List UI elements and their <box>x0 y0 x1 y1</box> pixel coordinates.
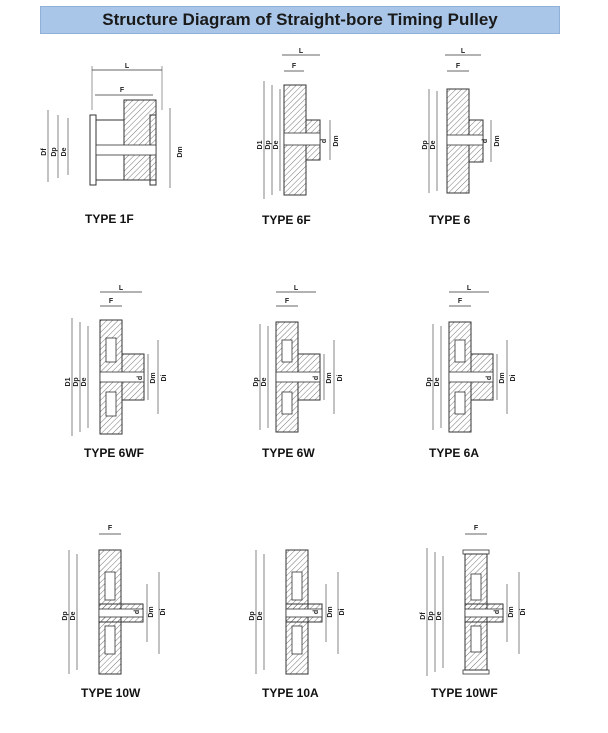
dim-df-text: Df <box>41 148 48 156</box>
type-label: TYPE 6W <box>262 446 315 460</box>
type-10w-drawing <box>55 520 185 680</box>
page-title: Structure Diagram of Straight-bore Timing Pulley <box>102 10 498 29</box>
type-label: TYPE 6A <box>429 446 480 460</box>
dim-f-text: F <box>107 525 113 532</box>
dim-f-text: F <box>119 87 125 94</box>
dim-f-text: F <box>284 298 290 305</box>
dim-f-text: F <box>457 298 463 305</box>
type-1f-drawing <box>30 60 200 190</box>
type-6-drawing <box>415 45 535 205</box>
diagram-type-6wf <box>60 282 190 462</box>
diagram-type-6a <box>415 282 535 462</box>
dim-dp-text: Dp <box>249 611 256 621</box>
dim-di-text: Di <box>520 608 527 616</box>
type-10a-drawing <box>240 520 360 680</box>
type-label: TYPE 10A <box>262 686 319 700</box>
dim-l-text: L <box>124 63 130 70</box>
dim-dm-text: Dm <box>326 372 333 384</box>
dim-dm-text: Dm <box>494 135 501 147</box>
dim-dm-text: Dm <box>508 606 515 618</box>
dim-dm-text: Dm <box>499 372 506 384</box>
dim-di-text: Di <box>339 608 346 616</box>
dim-di-text: Di <box>161 374 168 382</box>
diagram-type-10a <box>240 520 360 710</box>
type-6wf-drawing <box>60 282 190 442</box>
dim-de-text: De <box>273 140 280 150</box>
type-6w-drawing <box>240 282 360 442</box>
dim-l-text: L <box>293 285 299 292</box>
dim-de-text: De <box>257 611 264 621</box>
diagram-type-6f <box>240 45 360 227</box>
dim-dp-text: Dp <box>422 140 429 150</box>
dim-dp-text: Dp <box>51 147 58 157</box>
dim-d-text: d <box>313 375 320 381</box>
diagram-type-10w <box>55 520 185 710</box>
type-label: TYPE 6 <box>429 213 471 227</box>
type-label: TYPE 10WF <box>431 686 498 700</box>
dim-d-text: d <box>313 609 320 615</box>
dim-dp-text: Dp <box>253 377 260 387</box>
dim-di-text: Di <box>160 608 167 616</box>
dim-dm-text: Dm <box>327 606 334 618</box>
diagram-type-6 <box>415 45 535 227</box>
dim-de-text: De <box>81 377 88 387</box>
dim-d-text: d <box>321 138 328 144</box>
dim-d-text: d <box>494 609 501 615</box>
diagram-type-1f <box>30 60 200 226</box>
dim-dp-text: Dp <box>62 611 69 621</box>
dim-d-text: d <box>486 375 493 381</box>
dim-di-text: Di <box>510 374 517 382</box>
dim-dp-text: Dp <box>73 377 80 387</box>
dim-dp-text: Dp <box>265 140 272 150</box>
dim-de-text: De <box>261 377 268 387</box>
diagram-type-6w <box>240 282 360 462</box>
dim-d1-text: D1 <box>65 377 72 387</box>
dim-di-text: Di <box>337 374 344 382</box>
dim-d-text: d <box>137 375 144 381</box>
type-label: TYPE 10W <box>81 686 141 700</box>
type-label: TYPE 1F <box>85 212 134 226</box>
dim-dm-text: Dm <box>150 372 157 384</box>
dim-dm-text: Dm <box>333 135 340 147</box>
dim-d1-text: D1 <box>257 140 264 150</box>
dim-f-text: F <box>473 525 479 532</box>
dim-dp-text: Dp <box>428 611 435 621</box>
type-label: TYPE 6F <box>262 213 311 227</box>
dim-de-text: De <box>70 611 77 621</box>
dim-f-text: F <box>455 63 461 70</box>
title-banner <box>40 6 560 34</box>
dim-de-text: De <box>436 611 443 621</box>
diagram-type-10wf <box>415 520 545 710</box>
dim-l-text: L <box>466 285 472 292</box>
dim-d-text: d <box>482 138 489 144</box>
dim-de-text: De <box>61 147 68 157</box>
dim-l-text: L <box>460 48 466 55</box>
dim-d-text: d <box>134 609 141 615</box>
dim-de-text: De <box>430 140 437 150</box>
dim-f-text: F <box>291 63 297 70</box>
dim-f-text: F <box>108 298 114 305</box>
type-label: TYPE 6WF <box>84 446 145 460</box>
type-6a-drawing <box>415 282 535 442</box>
dim-dp-text: Dp <box>426 377 433 387</box>
dim-df-text: Df <box>420 612 427 620</box>
dim-l-text: L <box>118 285 124 292</box>
dim-l-text: L <box>298 48 304 55</box>
type-6f-drawing <box>240 45 360 205</box>
dim-dm-text: Dm <box>148 606 155 618</box>
type-10wf-drawing <box>415 520 545 680</box>
dim-de-text: De <box>434 377 441 387</box>
dim-dm-text: Dm <box>177 146 184 158</box>
